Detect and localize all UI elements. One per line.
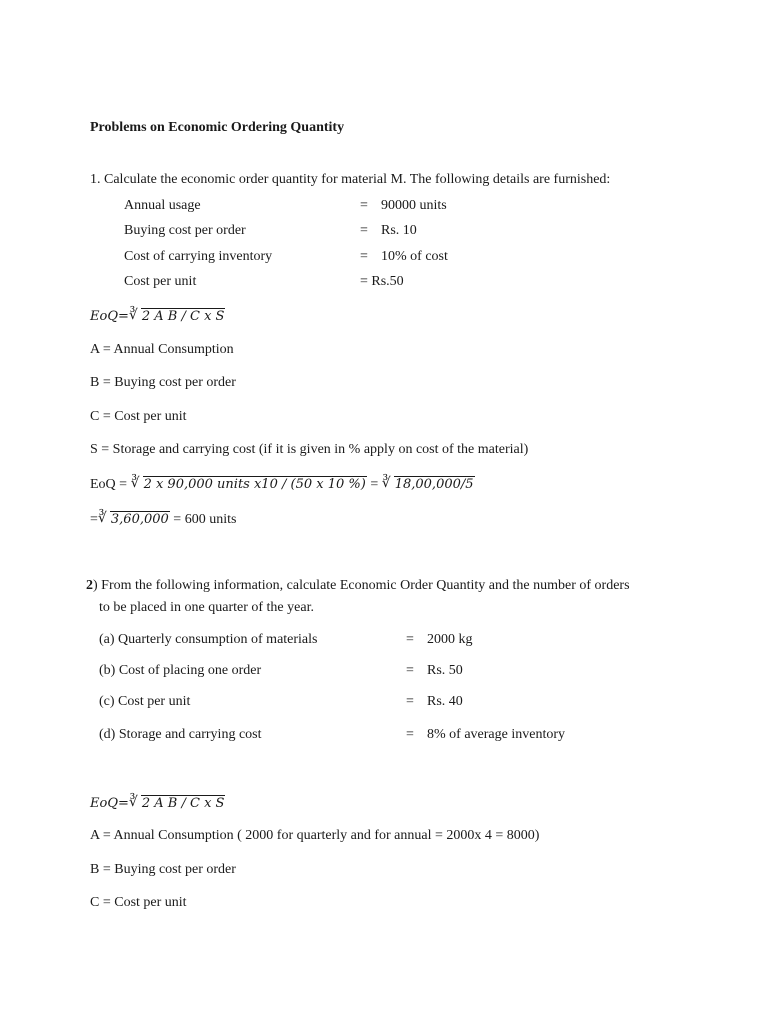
p1-row-eq: = — [360, 249, 368, 264]
p1-definition: C = Cost per unit — [90, 409, 187, 424]
formula-radicand: 2 A B / C x S — [141, 309, 225, 324]
p2-row-value: Rs. 40 — [427, 694, 463, 709]
p2-row-eq: = — [406, 663, 414, 678]
p2-row-eq: = — [406, 632, 414, 647]
p1-row-label: Cost per unit — [124, 274, 197, 289]
p1-row-eq: = — [360, 198, 368, 213]
p2-row-eq: = — [406, 694, 414, 709]
p1-row-value: 10% of cost — [381, 249, 448, 264]
p1-result — [90, 511, 236, 528]
p2-row-label: (b) Cost of placing one order — [99, 663, 262, 678]
formula-lhs: EoQ= — [90, 796, 129, 811]
result-radicand: 3,60,000 — [110, 512, 169, 527]
p2-eoq-formula — [90, 795, 225, 811]
problem-2-intro-text: ) From the following information, calculate Economic Order Quantity and the number of orders — [93, 578, 630, 593]
p2-row-eq: = — [406, 727, 414, 742]
p1-definition: S = Storage and carrying cost (if it is given in % apply on cost of the material) — [90, 442, 529, 457]
p1-row-eq: = — [360, 223, 368, 238]
p1-row-value: 90000 units — [381, 198, 447, 213]
formula-radicand: 2 A B / C x S — [141, 796, 225, 811]
problem-2-intro-line2: to be placed in one quarter of the year. — [99, 600, 314, 615]
p1-definition: B = Buying cost per order — [90, 375, 236, 390]
p2-row-value: 2000 kg — [427, 632, 473, 647]
p2-row-label: (c) Cost per unit — [99, 694, 191, 709]
p2-definition: A = Annual Consumption ( 2000 for quarterly and for annual = 2000x 4 = 8000) — [90, 828, 540, 843]
p2-definition: C = Cost per unit — [90, 895, 187, 910]
calc-radicand: 18,00,000/5 — [394, 477, 474, 492]
p2-row-value: Rs. 50 — [427, 663, 463, 678]
p1-row-label: Annual usage — [124, 198, 201, 213]
p1-eoq-formula — [90, 308, 225, 324]
problem-2-intro — [86, 578, 630, 594]
calc-prefix: EoQ = — [90, 477, 131, 492]
p2-definition: B = Buying cost per order — [90, 862, 236, 877]
p1-row-eq: = Rs.50 — [360, 274, 404, 289]
calc-mid: = — [366, 477, 382, 492]
problem-number: 2 — [86, 578, 93, 593]
p1-row-value: Rs. 10 — [381, 223, 417, 238]
result-suffix: = 600 units — [169, 512, 237, 527]
cube-root-symbol: ∛ 18,00,000/5 — [381, 475, 474, 492]
p2-row-value: 8% of average inventory — [427, 727, 565, 742]
p1-row-label: Buying cost per order — [124, 223, 246, 238]
p1-definition: A = Annual Consumption — [90, 342, 234, 357]
cube-root-symbol: ∛ 3,60,000 — [97, 510, 169, 527]
p1-calculation — [90, 476, 475, 493]
result-prefix: = — [90, 512, 98, 527]
p1-row-label: Cost of carrying inventory — [124, 249, 273, 264]
formula-lhs: EoQ= — [90, 309, 129, 324]
page-title: Problems on Economic Ordering Quantity — [90, 120, 345, 135]
p2-row-label: (d) Storage and carrying cost — [99, 727, 262, 742]
problem-1-intro: 1. Calculate the economic order quantity for material M. The following details are furnished: — [90, 172, 611, 187]
cube-root-symbol: ∛ 2 x 90,000 units x10 / (50 x 10 %) — [130, 475, 366, 492]
cube-root-symbol: ∛ 2 A B / C x S — [128, 794, 225, 811]
p2-row-label: (a) Quarterly consumption of materials — [99, 632, 318, 647]
cube-root-symbol: ∛ 2 A B / C x S — [128, 307, 225, 324]
calc-radicand: 2 x 90,000 units x10 / (50 x 10 %) — [143, 477, 366, 492]
